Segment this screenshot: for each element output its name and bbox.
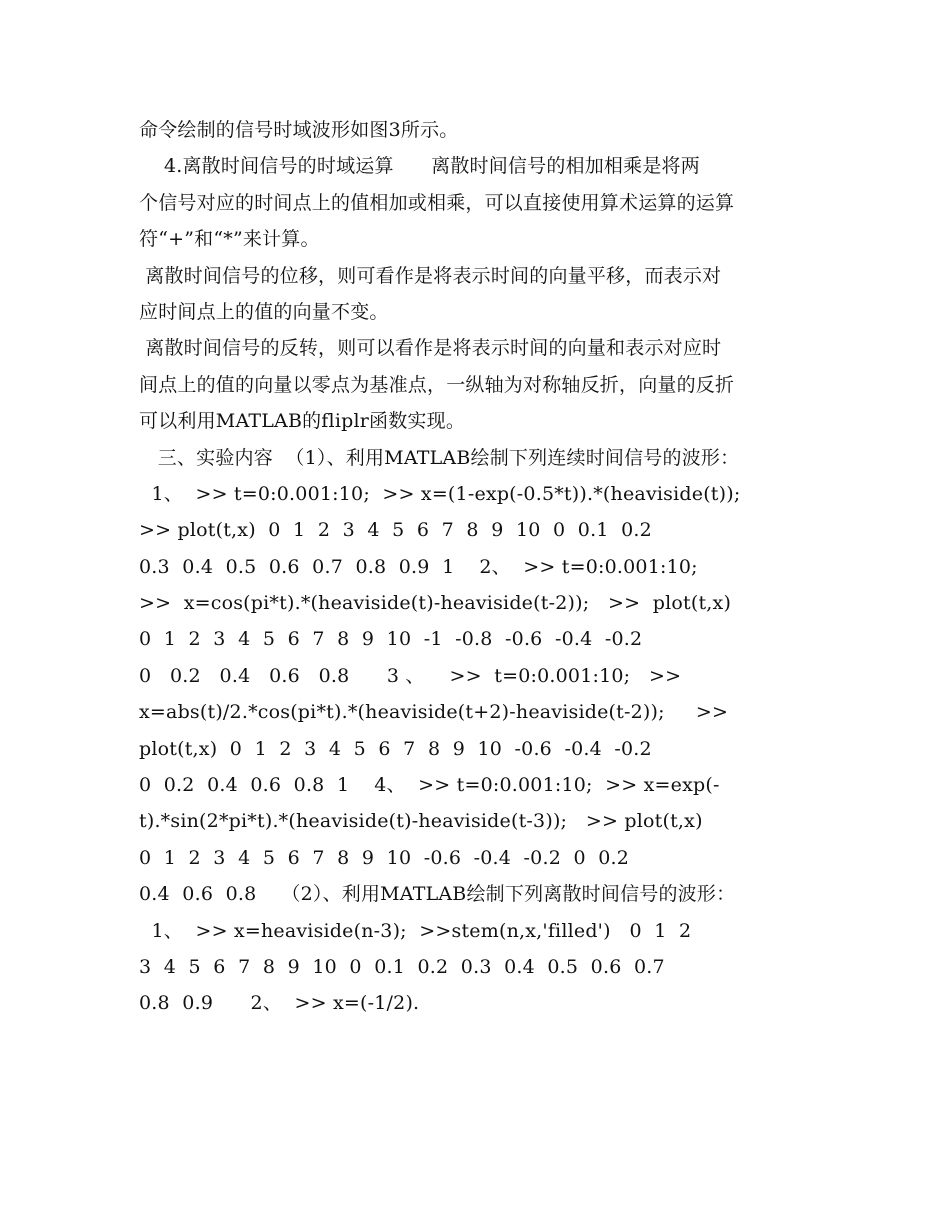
text-line: 0 1 2 3 4 5 6 7 8 9 10 -0.6 -0.4 -0.2 0 0.2 xyxy=(139,846,630,869)
text-line: 3 4 5 6 7 8 9 10 0 0.1 0.2 0.3 0.4 0.5 0.6 0.7 xyxy=(139,955,665,978)
text-line: t).*sin(2*pi*t).*(heaviside(t)-heaviside(t-3)); >> plot(t,x) xyxy=(139,810,703,833)
text-line: 间点上的值的向量以零点为基准点，一纵轴为对称轴反折，向量的反折 xyxy=(139,373,735,396)
text-line: 1、 >> x=heaviside(n-3); >>stem(n,x,'filled') 0 1 2 xyxy=(139,919,692,942)
text-line: x=abs(t)/2.*cos(pi*t).*(heaviside(t+2)-heaviside(t-2)); >> xyxy=(139,701,729,724)
text-line: 0.3 0.4 0.5 0.6 0.7 0.8 0.9 1 2、 >> t=0:0.001:10; xyxy=(139,555,698,578)
text-line: 0 0.2 0.4 0.6 0.8 3 、 >> t=0:0.001:10; >> xyxy=(139,664,682,687)
text-line: 4.离散时间信号的时域运算 离散时间信号的相加相乘是将两 xyxy=(139,155,700,178)
text-line: 0.4 0.6 0.8 （2）、利用MATLAB绘制下列离散时间信号的波形： xyxy=(139,883,736,906)
text-line: >> plot(t,x) 0 1 2 3 4 5 6 7 8 9 10 0 0.1 0.2 xyxy=(139,519,652,542)
text-line: 符“+”和“*”来计算。 xyxy=(139,228,320,251)
document-text xyxy=(139,112,819,1022)
text-line: >> x=cos(pi*t).*(heaviside(t)-heaviside(t-2)); >> plot(t,x) xyxy=(139,592,732,615)
text-line: 可以利用MATLAB的fliplr函数实现。 xyxy=(139,410,466,433)
text-line: 离散时间信号的位移，则可看作是将表示时间的向量平移，而表示对 xyxy=(139,264,722,287)
text-line: 0 0.2 0.4 0.6 0.8 1 4、 >> t=0:0.001:10; >> x=exp(- xyxy=(139,774,720,797)
text-line: 应时间点上的值的向量不变。 xyxy=(139,300,389,323)
text-line: plot(t,x) 0 1 2 3 4 5 6 7 8 9 10 -0.6 -0.4 -0.2 xyxy=(139,737,652,760)
text-line: 个信号对应的时间点上的值相加或相乘，可以直接使用算术运算的运算 xyxy=(139,191,735,214)
text-line: 0.8 0.9 2、 >> x=(-1/2). xyxy=(139,992,420,1015)
text-line: 三、实验内容 （1）、利用MATLAB绘制下列连续时间信号的波形： xyxy=(139,446,740,469)
text-line: 离散时间信号的反转，则可以看作是将表示时间的向量和表示对应时 xyxy=(139,337,722,360)
text-line: 命令绘制的信号时域波形如图3所示。 xyxy=(139,119,459,141)
text-line: 0 1 2 3 4 5 6 7 8 9 10 -1 -0.8 -0.6 -0.4 -0.2 xyxy=(139,628,643,651)
text-line: 1、 >> t=0:0.001:10; >> x=(1-exp(-0.5*t)).*(heaviside(t)); xyxy=(139,482,741,505)
